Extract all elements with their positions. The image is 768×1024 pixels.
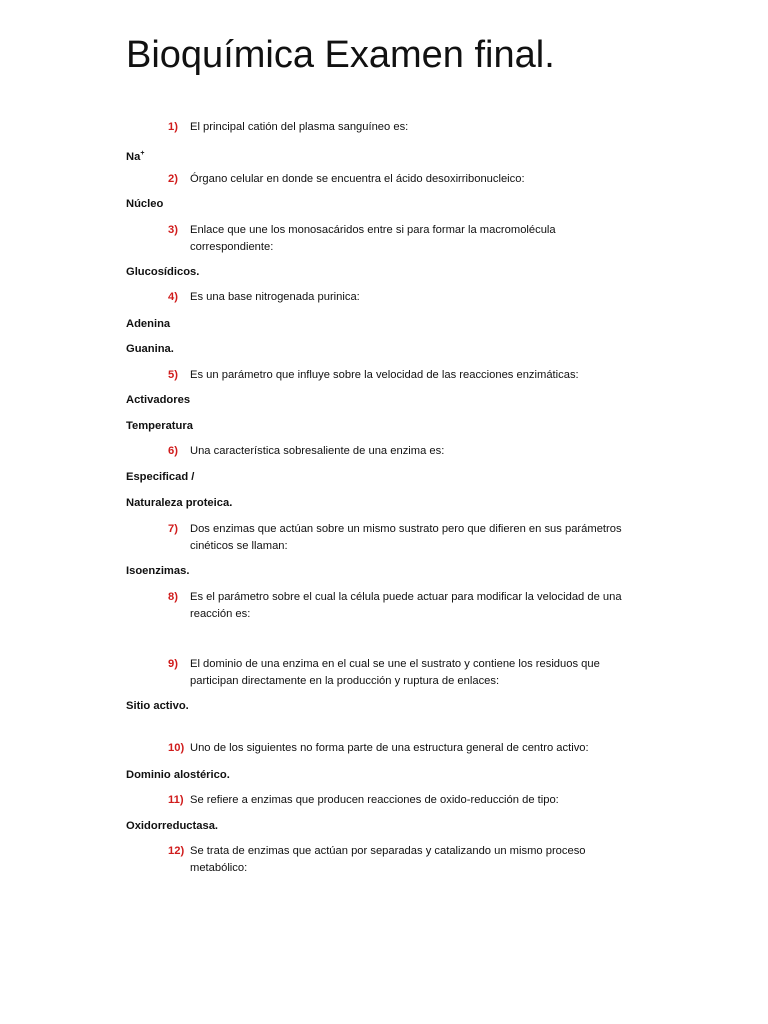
answer-4a: Adenina <box>126 318 171 330</box>
question-text: Dos enzimas que actúan sobre un mismo sustrato pero que difieren en sus parámetros cinéticos se llaman: <box>190 523 622 552</box>
question-number: 3) <box>168 224 178 236</box>
question-number: 2) <box>168 173 178 185</box>
question-1 <box>168 119 638 136</box>
question-number: 5) <box>168 369 178 381</box>
question-3 <box>168 222 638 256</box>
question-text: Órgano celular en donde se encuentra el ácido desoxirribonucleico: <box>190 173 525 185</box>
answer-5a: Activadores <box>126 394 191 406</box>
question-text: Se trata de enzimas que actúan por separadas y catalizando un mismo proceso metabólico: <box>190 845 586 874</box>
question-number: 12) <box>168 845 185 857</box>
question-number: 6) <box>168 445 178 457</box>
question-text: Es una base nitrogenada purinica: <box>190 291 360 303</box>
answer-3: Glucosídicos. <box>126 266 200 278</box>
question-number: 4) <box>168 291 178 303</box>
answer-7: Isoenzimas. <box>126 565 190 577</box>
answer-6a: Especificad / <box>126 471 195 483</box>
question-text: Es un parámetro que influye sobre la velocidad de las reacciones enzimáticas: <box>190 369 579 381</box>
question-number: 10) <box>168 742 185 754</box>
answer-11: Oxidorreductasa. <box>126 820 219 832</box>
question-4 <box>168 289 638 306</box>
question-number: 9) <box>168 658 178 670</box>
question-11 <box>168 792 638 809</box>
answer-6b: Naturaleza proteica. <box>126 497 233 509</box>
question-10 <box>168 740 638 757</box>
question-number: 1) <box>168 121 178 133</box>
answer-1-superscript: + <box>140 150 145 157</box>
answer-10: Dominio alostérico. <box>126 769 230 781</box>
question-text: Una característica sobresaliente de una enzima es: <box>190 445 445 457</box>
answer-1-base: Na <box>126 151 141 163</box>
question-text: Uno de los siguientes no forma parte de una estructura general de centro activo: <box>190 742 589 754</box>
question-6 <box>168 443 638 460</box>
answer-2: Núcleo <box>126 198 164 210</box>
answer-5b: Temperatura <box>126 420 193 432</box>
question-text: Se refiere a enzimas que producen reacciones de oxido-reducción de tipo: <box>190 794 559 806</box>
question-text: Es el parámetro sobre el cual la célula puede actuar para modificar la velocidad de una reacción es: <box>190 591 622 620</box>
question-number: 11) <box>168 794 184 806</box>
question-text: Enlace que une los monosacáridos entre si para formar la macromolécula correspondiente: <box>190 224 556 253</box>
question-2 <box>168 171 638 188</box>
question-text: El dominio de una enzima en el cual se une el sustrato y contiene los residuos que participan directamente en la producción y ruptura de enlaces: <box>190 658 600 687</box>
question-number: 8) <box>168 591 178 603</box>
answer-1 <box>126 146 144 165</box>
document-title: Bioquímica Examen final. <box>126 34 555 76</box>
answer-9: Sitio activo. <box>126 700 189 712</box>
question-5 <box>168 367 638 384</box>
question-8 <box>168 589 638 623</box>
question-12 <box>168 843 638 877</box>
question-9 <box>168 656 638 690</box>
question-7 <box>168 521 638 555</box>
answer-4b: Guanina. <box>126 343 174 355</box>
question-text: El principal catión del plasma sanguíneo es: <box>190 121 409 133</box>
question-number: 7) <box>168 523 178 535</box>
